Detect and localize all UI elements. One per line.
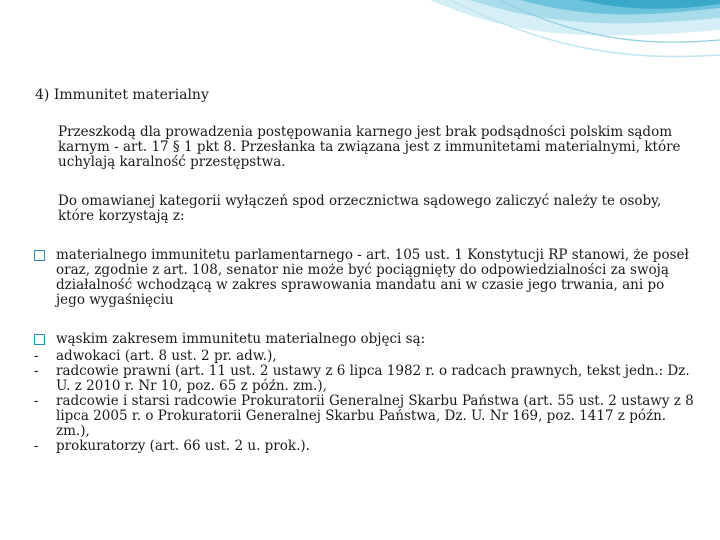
dash-marker: - bbox=[34, 438, 39, 454]
dash-marker: - bbox=[34, 393, 39, 409]
dash-marker: - bbox=[34, 363, 39, 379]
bullet-square-icon bbox=[34, 334, 45, 345]
sub-item-text: adwokaci (art. 8 ust. 2 pr. adw.), bbox=[56, 348, 277, 364]
category-paragraph: Do omawianej kategorii wyłączeń spod orzecznictwa sądowego zaliczyć należy te osoby, które korzystają z: bbox=[58, 193, 662, 224]
sub-list-item bbox=[34, 364, 694, 394]
bullet-item bbox=[34, 332, 694, 454]
bullet-text: wąskim zakresem immunitetu materialnego objęci są: bbox=[56, 331, 426, 347]
intro-paragraph: Przeszkodą dla prowadzenia postępowania karnego jest brak podsądności polskim sądom karnym - art. 17 § 1 pkt 8. Przesłanka ta związana jest z immunitetami materialnymi, które uchylają karalność przestępstwa. bbox=[58, 124, 681, 170]
bullet-item bbox=[34, 248, 694, 308]
bullet-square-icon bbox=[34, 250, 45, 261]
sub-item-text: radcowie i starsi radcowie Prokuratorii Generalnej Skarbu Państwa (art. 55 ust. 2 ustawy z 8 lipca 2005 r. o Prokuratorii Generalnej Skarbu Państwa, Dz. U. Nr 169, poz. 1417 z późn. zm.), bbox=[56, 393, 694, 439]
sub-item-text: prokuratorzy (art. 66 ust. 2 u. prok.). bbox=[56, 438, 310, 454]
sub-list-item bbox=[34, 394, 694, 439]
bullet-text: materialnego immunitetu parlamentarnego - art. 105 ust. 1 Konstytucji RP stanowi, że poseł oraz, zgodnie z art. 108, senator nie może być pociągnięty do odpowiedzialności za swoją działalność wchodzącą w zakres sprawowania mandatu ani w czasie jego trwania, ani po jego wygaśnięciu bbox=[56, 247, 689, 308]
sub-list-item bbox=[34, 439, 694, 454]
dash-marker: - bbox=[34, 348, 39, 364]
sub-list-item bbox=[34, 349, 694, 364]
sub-item-text: radcowie prawni (art. 11 ust. 2 ustawy z 6 lipca 1982 r. o radcach prawnych, tekst jedn.: Dz. U. z 2010 r. Nr 10, poz. 65 z późn. zm.), bbox=[56, 363, 690, 394]
slide-heading: 4) Immunitet materialny bbox=[35, 87, 209, 103]
